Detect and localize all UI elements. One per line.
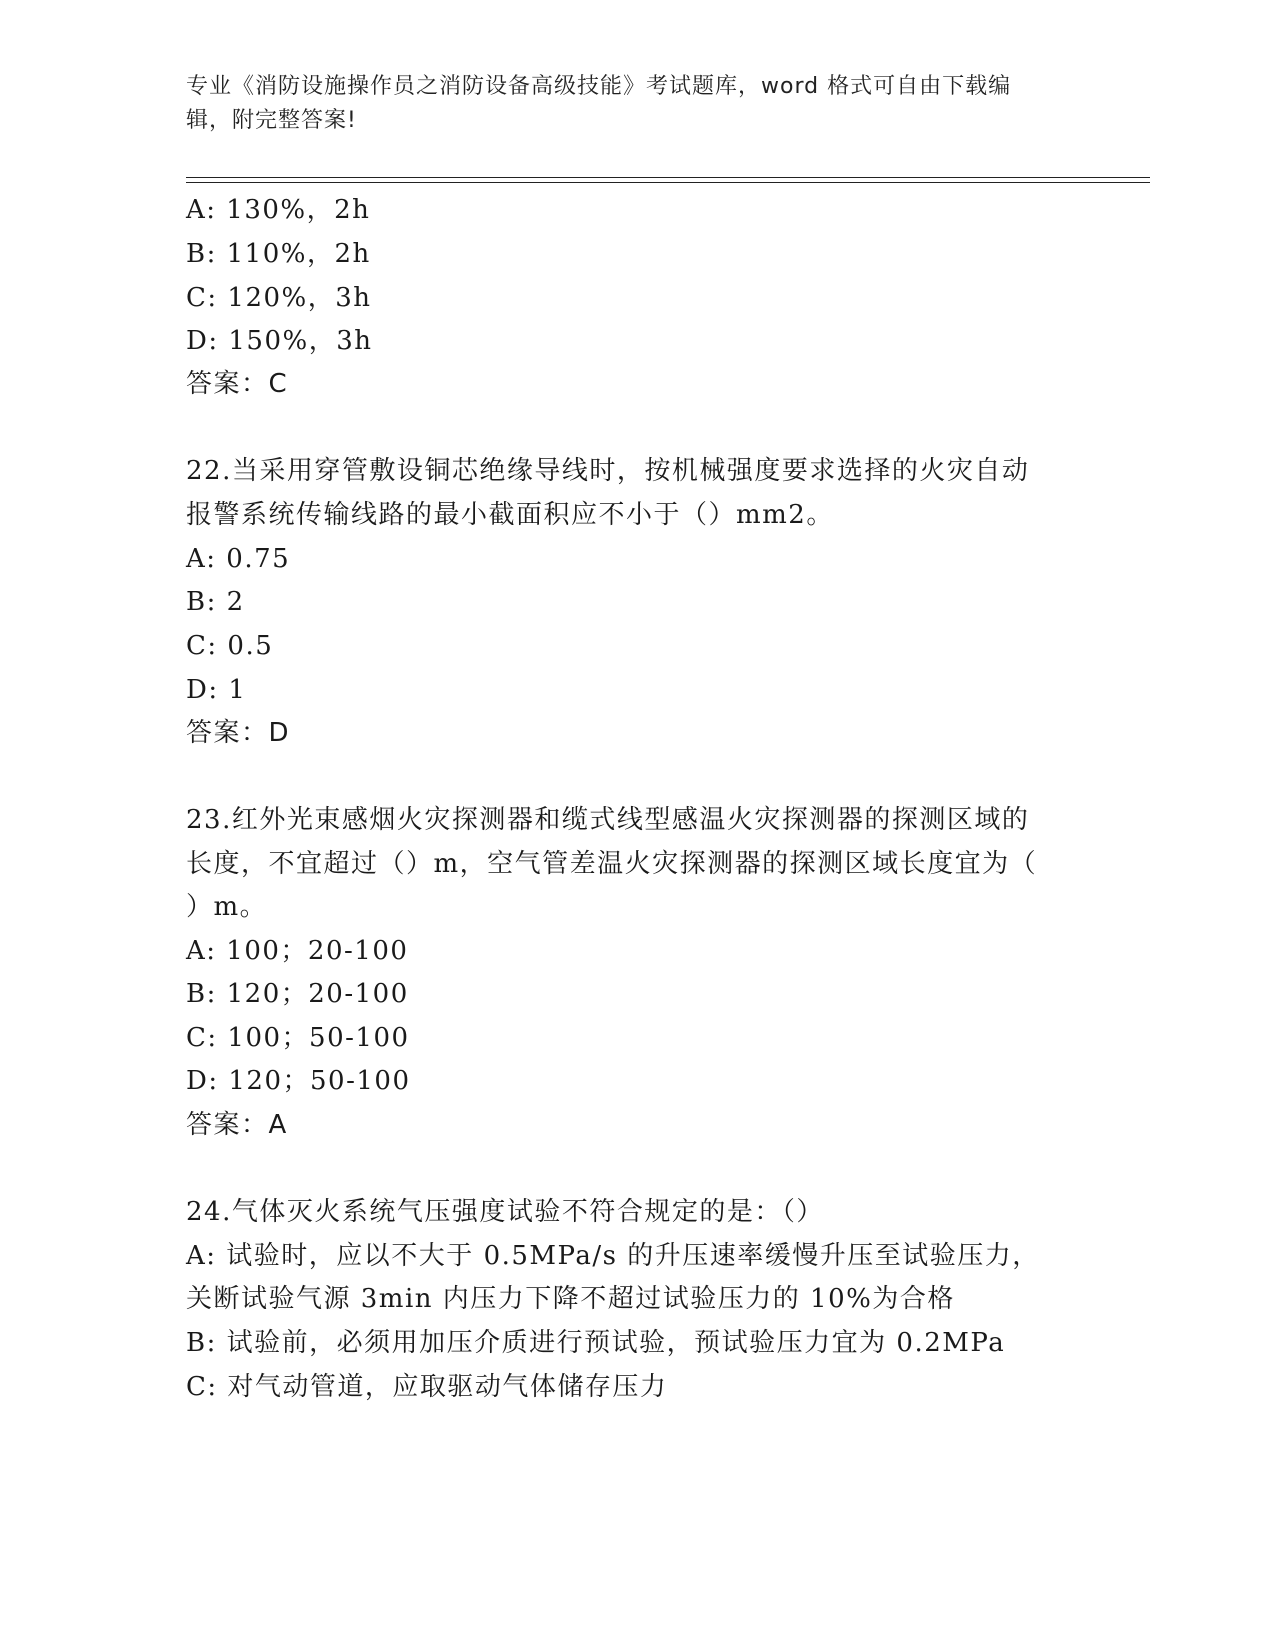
q23-stem-line-3: ）m。 xyxy=(186,892,268,922)
q24-stem-line-1: 24.气体灭火系统气压强度试验不符合规定的是：（） xyxy=(186,1197,824,1227)
q23-stem-line-2: 长度，不宜超过（）m，空气管差温火灾探测器的探测区域长度宜为（ xyxy=(186,849,1038,879)
q24-option-a-line-1: A: 试验时，应以不大于 0.5MPa/s 的升压速率缓慢升压至试验压力， xyxy=(186,1241,1040,1271)
header-line-2: 辑，附完整答案! xyxy=(186,108,357,133)
q22-stem-line-2: 报警系统传输线路的最小截面积应不小于（）mm2。 xyxy=(186,500,834,530)
q22-option-a: A: 0.75 xyxy=(186,544,291,574)
header-rule-bottom xyxy=(186,182,1150,183)
q22-option-b: B: 2 xyxy=(186,587,245,617)
document-header xyxy=(186,70,1066,138)
q23-option-a: A: 100；20-100 xyxy=(186,936,409,966)
q23-option-b: B: 120；20-100 xyxy=(186,979,409,1009)
q21-option-b: B: 110%，2h xyxy=(186,239,371,269)
q23-option-c: C: 100；50-100 xyxy=(186,1023,410,1053)
header-line-1: 专业《消防设施操作员之消防设备高级技能》考试题库，word 格式可自由下载编 xyxy=(186,74,1012,99)
q24-option-a-line-2: 关断试验气源 3min 内压力下降不超过试验压力的 10%为合格 xyxy=(186,1284,955,1314)
q22-option-c: C: 0.5 xyxy=(186,631,274,661)
q22-option-d: D: 1 xyxy=(186,675,247,705)
q24-option-b: B: 试验前，必须用加压介质进行预试验，预试验压力宜为 0.2MPa xyxy=(186,1328,1006,1358)
q23-answer: 答案：A xyxy=(186,1110,288,1140)
q21-option-a: A: 130%，2h xyxy=(186,195,371,225)
q22-answer: 答案：D xyxy=(186,718,291,748)
q21-option-d: D: 150%，3h xyxy=(186,326,373,356)
q23-option-d: D: 120；50-100 xyxy=(186,1066,411,1096)
q23-stem-line-1: 23.红外光束感烟火灾探测器和缆式线型感温火灾探测器的探测区域的 xyxy=(186,805,1030,835)
q24-option-c: C: 对气动管道，应取驱动气体储存压力 xyxy=(186,1372,668,1402)
q22-stem-line-1: 22.当采用穿管敷设铜芯绝缘导线时，按机械强度要求选择的火灾自动 xyxy=(186,456,1030,486)
q21-option-c: C: 120%，3h xyxy=(186,283,372,313)
q21-answer: 答案：C xyxy=(186,369,289,399)
header-rule-top xyxy=(186,177,1150,178)
